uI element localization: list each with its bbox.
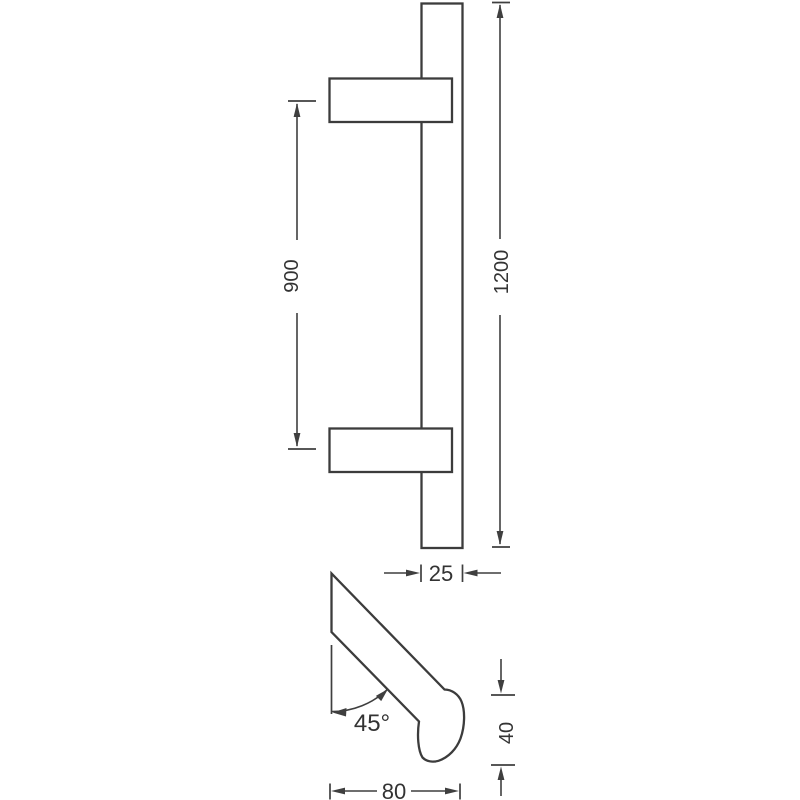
mounting-standoff-upper [330,79,453,123]
arrowhead-up-icon [498,767,505,781]
dimension-label-grip-height: 40 [496,721,518,745]
grip-profile [332,574,465,762]
arrowhead-up-icon [497,4,504,18]
dimension-fixing-centres [281,101,316,449]
side-profile-view [332,574,465,762]
dimension-bar-width [384,561,501,586]
dimension-label-fixing-centres: 900 [281,259,303,293]
arrowhead-down-icon [498,680,505,694]
arrowhead-right-icon [406,570,420,577]
dimension-grip-height [491,659,518,796]
dimension-label-overall-length: 1200 [491,249,513,295]
dimension-label-projection: 80 [381,779,407,800]
arrowhead-arc-end-icon [376,689,388,701]
arrowhead-arc-start-icon [333,708,347,717]
dimension-label-bar-width: 25 [428,561,454,586]
arrowhead-down-icon [497,531,504,545]
dimension-overall-length [491,3,513,548]
angle-arc [332,689,389,712]
arrowhead-down-icon [294,433,301,447]
arrowhead-left-icon [331,788,345,795]
dimension-label-grip-angle: 45° [353,710,391,737]
mounting-standoff-lower [330,429,453,473]
arrowhead-up-icon [294,103,301,117]
front-view [330,4,463,549]
dimension-projection [330,779,460,800]
arrowhead-left-icon [464,570,478,577]
arrowhead-right-icon [445,788,459,795]
